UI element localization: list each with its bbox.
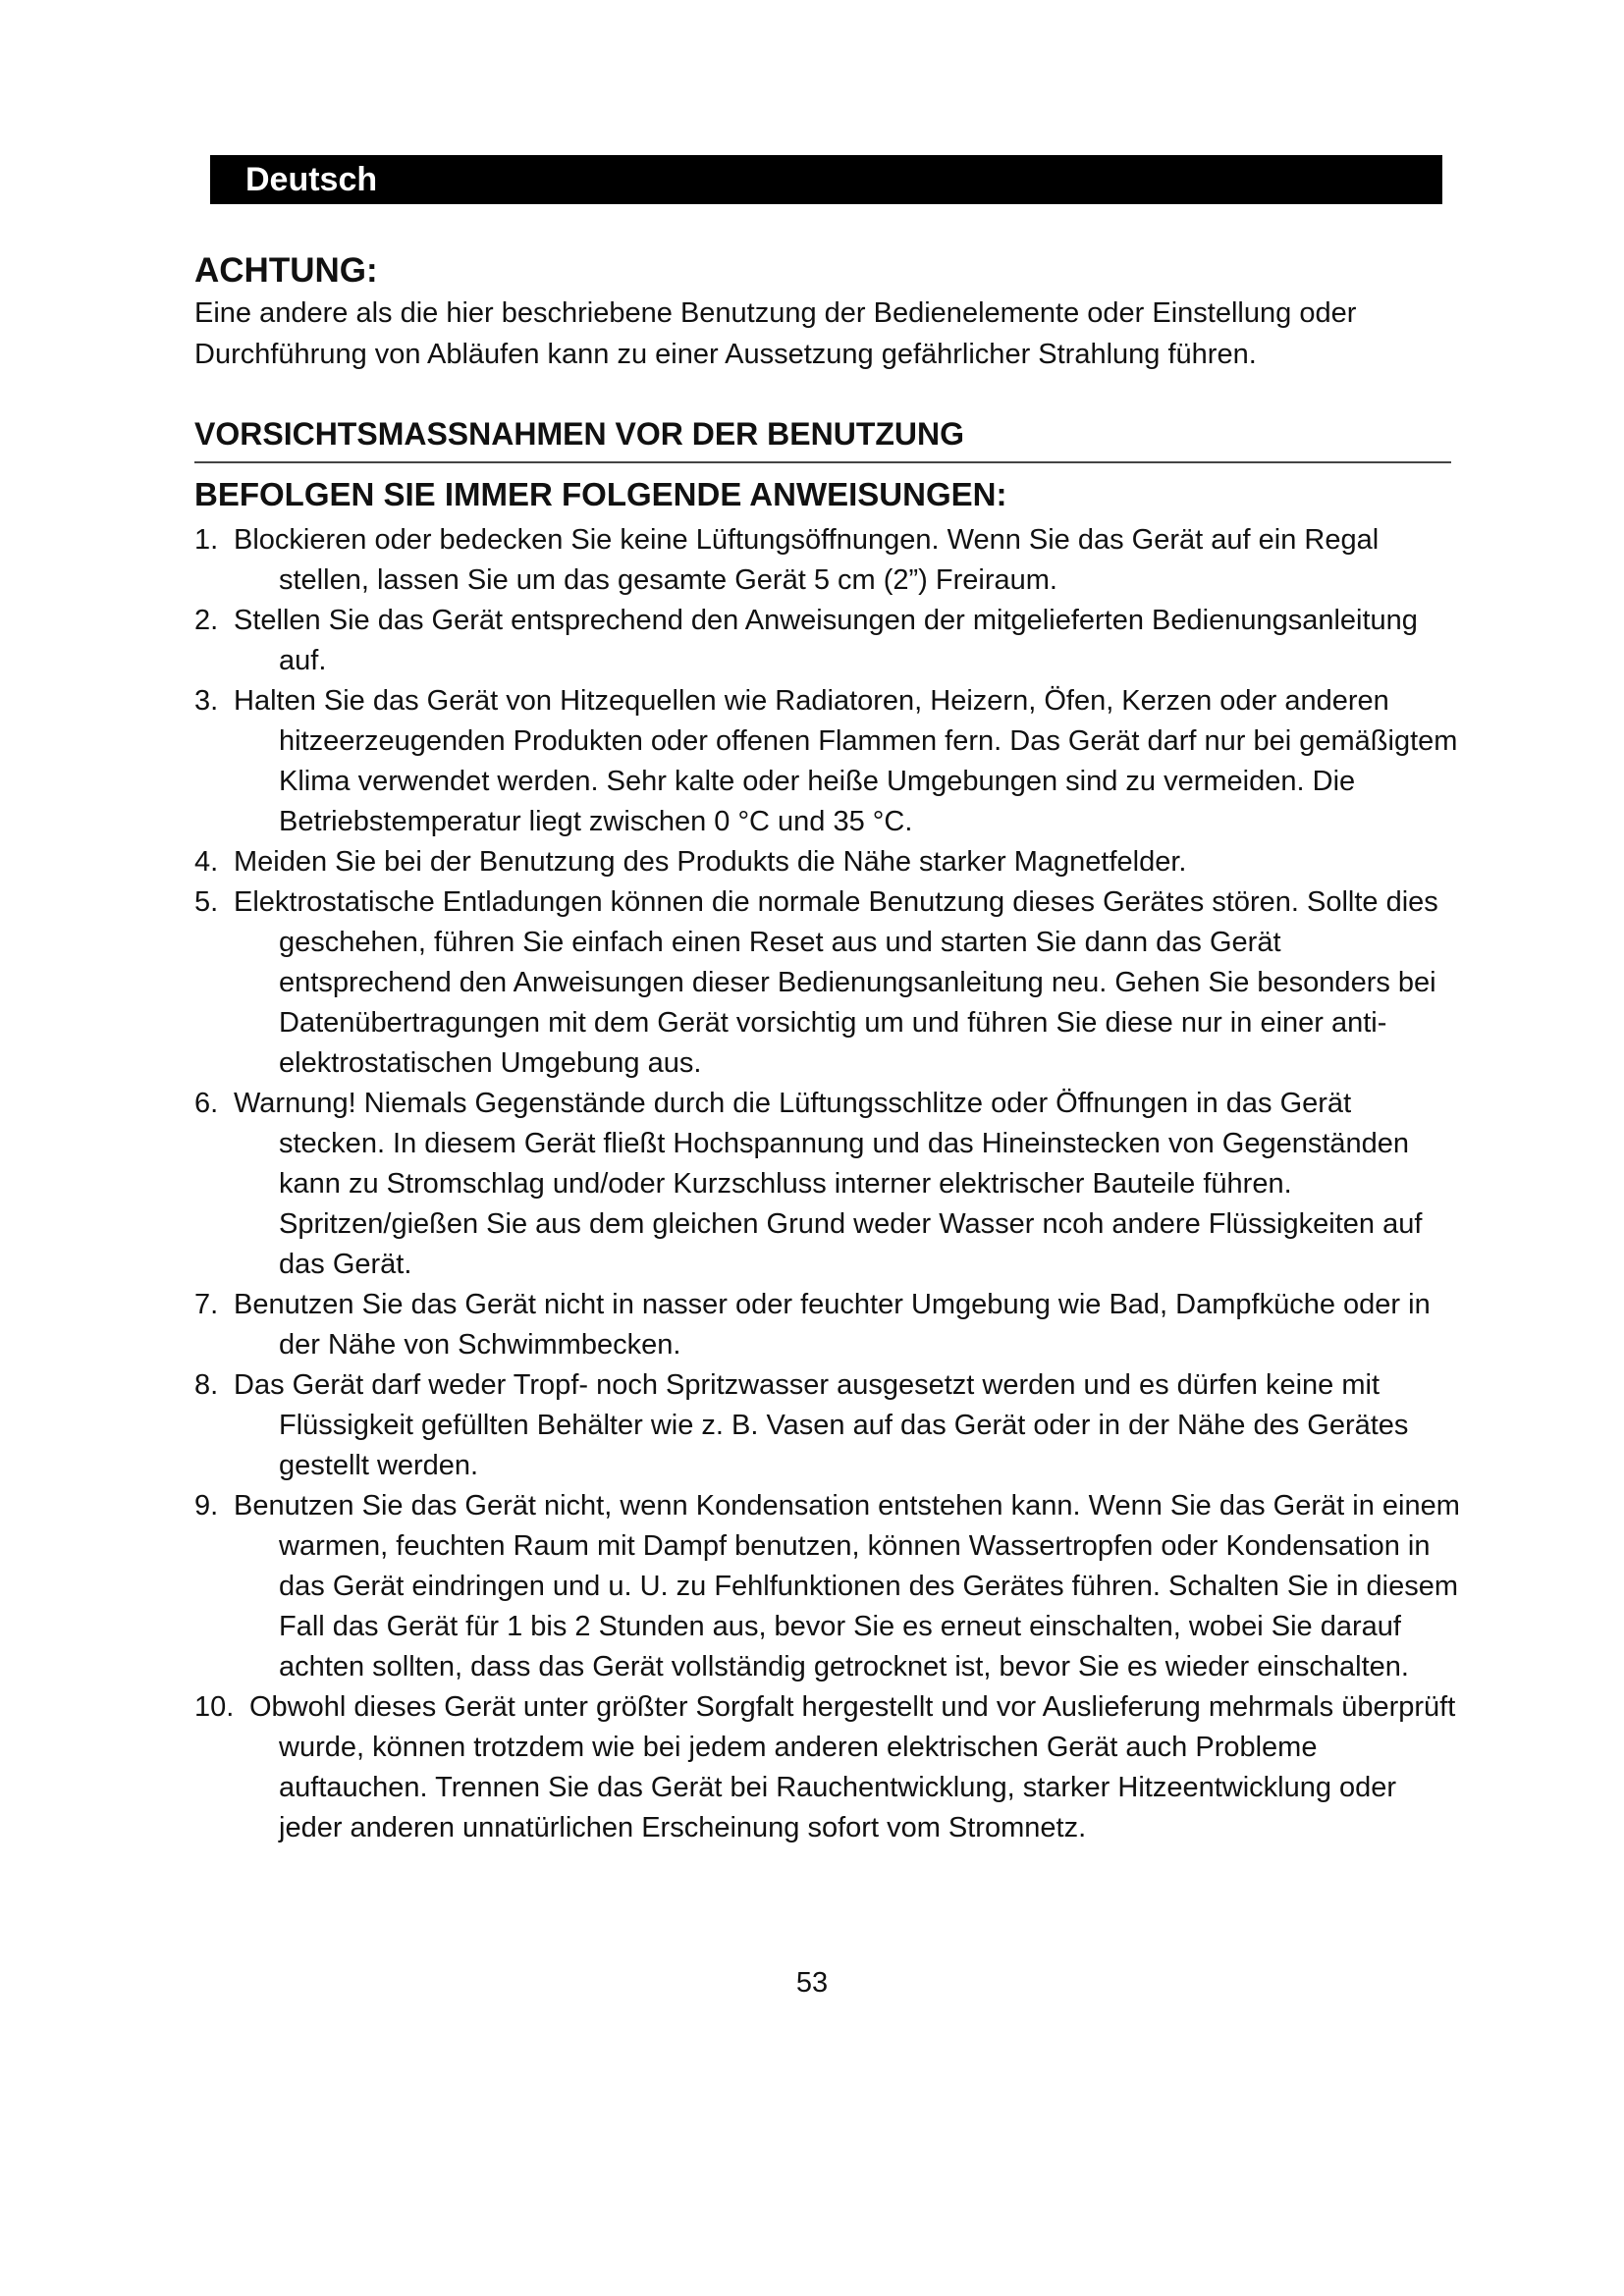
list-item-text: Blockieren oder bedecken Sie keine Lüftungsöffnungen. Wenn Sie das Gerät auf ein Regal stellen, lassen Sie um das gesamte Gerät 5 cm (2”) Freiraum.: [234, 524, 1380, 596]
list-item-number: 9.: [194, 1490, 219, 1522]
list-item-number: 3.: [194, 685, 219, 717]
list-item-number: 10.: [194, 1691, 235, 1723]
list-item-text: Benutzen Sie das Gerät nicht in nasser oder feuchter Umgebung wie Bad, Dampfküche oder in der Nähe von Schwimmbecken.: [234, 1289, 1431, 1361]
list-item: [194, 520, 1461, 601]
list-item-number: 1.: [194, 524, 219, 556]
instructions-list: [194, 520, 1461, 1848]
list-item: [194, 882, 1461, 1084]
warning-text: Eine andere als die hier beschriebene Benutzung der Bedienelemente oder Einstellung oder Durchführung von Abläufen kann zu einer Aussetzung gefährlicher Strahlung führen.: [194, 297, 1357, 370]
list-item-number: 6.: [194, 1088, 219, 1119]
list-item: [194, 1687, 1461, 1848]
list-item-number: 4.: [194, 846, 219, 878]
list-item-text: Elektrostatische Entladungen können die normale Benutzung dieses Gerätes stören. Sollte dies geschehen, führen Sie einfach einen Reset aus und starten Sie dann das Gerät entsprechend den Anweisungen dieser Bedienungsanleitung neu. Gehen Sie besonders bei Datenübertragungen mit dem Gerät vorsichtig um und führen Sie diese nur in einer anti-elektrostatischen Umgebung aus.: [234, 886, 1438, 1079]
section-divider: [194, 461, 1451, 463]
list-item-number: 7.: [194, 1289, 219, 1320]
list-item-text: Das Gerät darf weder Tropf- noch Spritzwasser ausgesetzt werden und es dürfen keine mit Flüssigkeit gefüllten Behälter wie z. B. Vasen auf das Gerät oder in der Nähe des Gerätes gestellt werden.: [234, 1369, 1409, 1481]
list-item-text: Benutzen Sie das Gerät nicht, wenn Kondensation entstehen kann. Wenn Sie das Gerät in einem warmen, feuchten Raum mit Dampf benutzen, können Wassertropfen oder Kondensation in das Gerät eindringen und u. U. zu Fehlfunktionen des Gerätes führen. Schalten Sie in diesem Fall das Gerät für 1 bis 2 Stunden aus, bevor Sie es erneut einschalten, wobei Sie darauf achten sollten, dass das Gerät vollständig getrocknet ist, bevor Sie es wieder einschalten.: [234, 1490, 1460, 1682]
list-item: [194, 1084, 1461, 1285]
language-label: Deutsch: [245, 161, 378, 198]
list-item: [194, 1285, 1461, 1365]
list-item-text: Warnung! Niemals Gegenstände durch die Lüftungsschlitze oder Öffnungen in das Gerät stecken. In diesem Gerät fließt Hochspannung und das Hineinstecken von Gegenständen kann zu Stromschlag und/oder Kurzschluss interner elektrischer Bauteile führen. Spritzen/gießen Sie aus dem gleichen Grund weder Wasser ncoh andere Flüssigkeiten auf das Gerät.: [234, 1088, 1423, 1280]
list-item-text: Obwohl dieses Gerät unter größter Sorgfalt hergestellt und vor Auslieferung mehrmals überprüft wurde, können trotzdem wie bei jedem anderen elektrischen Gerät auch Probleme auftauchen. Trennen Sie das Gerät bei Rauchentwicklung, starker Hitzeentwicklung oder jeder anderen unnatürlichen Erscheinung sofort vom Stromnetz.: [249, 1691, 1456, 1843]
list-item: [194, 842, 1461, 882]
instructions-heading: BEFOLGEN SIE IMMER FOLGENDE ANWEISUNGEN:: [194, 476, 1007, 512]
list-item: [194, 601, 1461, 681]
warning-heading: ACHTUNG:: [194, 251, 378, 290]
list-item-number: 2.: [194, 605, 219, 636]
section-heading: VORSICHTSMASSNAHMEN VOR DER BENUTZUNG: [194, 416, 965, 452]
list-item-text: Stellen Sie das Gerät entsprechend den Anweisungen der mitgelieferten Bedienungsanleitung auf.: [234, 605, 1418, 676]
list-item-number: 8.: [194, 1369, 219, 1401]
list-item: [194, 681, 1461, 842]
list-item: [194, 1365, 1461, 1486]
list-item-text: Halten Sie das Gerät von Hitzequellen wie Radiatoren, Heizern, Öfen, Kerzen oder anderen hitzeerzeugenden Produkten oder offenen Flammen fern. Das Gerät darf nur bei gemäßigtem Klima verwendet werden. Sehr kalte oder heiße Umgebungen sind zu vermeiden. Die Betriebstemperatur liegt zwischen 0 °C und 35 °C.: [234, 685, 1458, 837]
language-header-bar: [210, 155, 1442, 204]
page-number: 53: [795, 1967, 829, 1999]
list-item-text: Meiden Sie bei der Benutzung des Produkts die Nähe starker Magnetfelder.: [234, 846, 1187, 878]
list-item-number: 5.: [194, 886, 219, 918]
list-item: [194, 1486, 1461, 1687]
